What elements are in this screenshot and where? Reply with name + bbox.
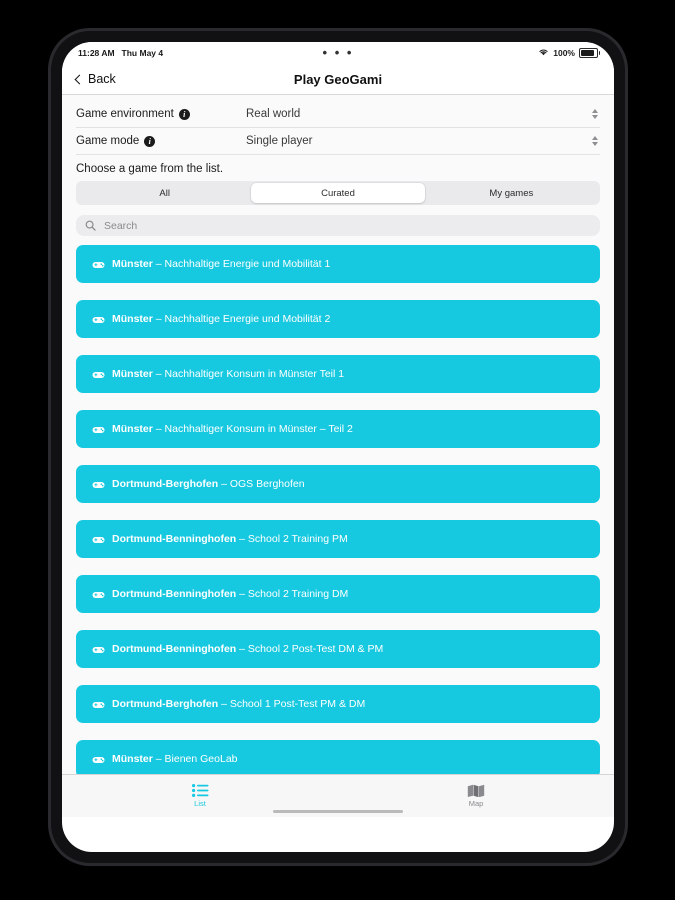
list-item-sep: – <box>218 698 230 710</box>
game-controller-icon <box>92 425 105 434</box>
tab-bar <box>62 774 614 817</box>
status-left <box>78 48 163 58</box>
list-item-sep: – <box>152 368 165 380</box>
list-item-sep: – <box>236 533 248 545</box>
map-icon <box>467 784 485 797</box>
list-item[interactable] <box>76 630 600 668</box>
list-item-name: Bienen GeoLab <box>164 753 238 765</box>
back-button-label: Back <box>88 72 116 86</box>
list-item-name: Nachhaltiger Konsum in Münster – Teil 2 <box>164 423 353 435</box>
chevron-updown-icon <box>592 109 598 119</box>
list-item-sep: – <box>152 313 165 325</box>
list-item[interactable] <box>76 520 600 558</box>
tab-list-label: List <box>194 799 206 808</box>
tablet-bezel <box>48 28 628 866</box>
game-controller-icon <box>92 480 105 489</box>
list-item[interactable] <box>76 355 600 393</box>
list-item-place: Münster <box>112 368 153 380</box>
game-controller-icon <box>92 370 105 379</box>
list-item[interactable] <box>76 740 600 778</box>
search-area <box>62 205 614 236</box>
list-item-place: Münster <box>112 313 153 325</box>
list-item-text <box>112 588 348 600</box>
list-item-place: Dortmund-Benninghofen <box>112 643 237 655</box>
list-item-name: School 1 Post-Test PM & DM <box>229 698 366 710</box>
game-environment-select[interactable] <box>246 108 600 120</box>
battery-percent-label: 100% <box>553 48 575 58</box>
back-button[interactable] <box>76 72 116 86</box>
list-item-text <box>112 643 383 655</box>
game-controller-icon <box>92 755 105 764</box>
list-item-name: Nachhaltiger Konsum in Münster Teil 1 <box>164 368 345 380</box>
game-controller-icon <box>92 315 105 324</box>
list-item[interactable] <box>76 245 600 283</box>
list-item-name: School 2 Post-Test DM & PM <box>247 643 384 655</box>
wifi-icon <box>538 48 549 58</box>
list-item-name: Nachhaltige Energie und Mobilität 1 <box>164 258 331 270</box>
status-dots: • • • <box>322 45 354 60</box>
list-item[interactable] <box>76 465 600 503</box>
battery-icon <box>579 48 598 58</box>
chevron-left-icon <box>75 74 85 84</box>
search-icon <box>85 220 96 231</box>
status-right <box>538 48 598 58</box>
list-item-place: Münster <box>112 423 153 435</box>
chevron-updown-icon <box>592 136 598 146</box>
game-controller-icon <box>92 590 105 599</box>
list-item-text <box>112 423 353 435</box>
page-title: Play GeoGami <box>293 71 383 87</box>
list-item-name: School 2 Training PM <box>247 533 348 545</box>
game-mode-value: Single player <box>246 135 313 147</box>
list-item-sep: – <box>236 588 248 600</box>
list-item-sep: – <box>152 423 165 435</box>
search-input[interactable] <box>102 219 591 233</box>
list-item-place: Münster <box>112 753 153 765</box>
tablet-screen <box>62 42 614 852</box>
list-item-text <box>112 258 330 270</box>
game-controller-icon <box>92 260 105 269</box>
segment-my-games[interactable]: My games <box>489 187 534 199</box>
game-environment-value: Real world <box>246 108 301 120</box>
list-item-place: Dortmund-Benninghofen <box>112 588 237 600</box>
list-item-sep: – <box>236 643 248 655</box>
form-row-game-mode <box>76 128 600 155</box>
home-indicator <box>273 810 403 813</box>
list-item-text <box>112 368 344 380</box>
list-icon <box>192 784 209 797</box>
list-item-text <box>112 313 330 325</box>
tab-map-label: Map <box>468 799 484 808</box>
list-item-place: Dortmund-Benninghofen <box>112 533 237 545</box>
game-environment-label-wrap <box>76 108 246 120</box>
status-bar <box>62 42 614 64</box>
list-item-sep: – <box>152 258 165 270</box>
list-item-text <box>112 478 305 490</box>
list-item-sep: – <box>152 753 165 765</box>
game-list[interactable] <box>62 245 614 817</box>
game-environment-label: Game environment <box>76 108 174 120</box>
form-row-game-environment <box>76 101 600 128</box>
list-item-place: Dortmund-Berghofen <box>112 478 219 490</box>
list-item-sep: – <box>218 478 230 490</box>
game-mode-select[interactable] <box>246 135 600 147</box>
list-item-text <box>112 533 348 545</box>
list-item[interactable] <box>76 410 600 448</box>
segment-curated[interactable]: Curated <box>251 183 424 203</box>
list-item-name: Nachhaltige Energie und Mobilität 2 <box>164 313 331 325</box>
list-item-name: OGS Berghofen <box>229 478 305 490</box>
status-time: 11:28 AM <box>78 48 115 58</box>
game-mode-label: Game mode <box>76 135 140 147</box>
navigation-bar <box>62 64 614 95</box>
search-box[interactable] <box>76 215 600 236</box>
game-mode-label-wrap <box>76 135 246 147</box>
main-content <box>62 95 614 817</box>
list-item[interactable] <box>76 300 600 338</box>
filter-segmented-control <box>76 181 600 205</box>
status-date: Thu May 4 <box>121 48 164 58</box>
list-item-place: Münster <box>112 258 153 270</box>
list-item-place: Dortmund-Berghofen <box>112 698 219 710</box>
instruction-text: Choose a game from the list. <box>76 163 224 175</box>
info-icon[interactable]: i <box>179 109 190 120</box>
list-item-text <box>112 753 238 765</box>
list-item[interactable] <box>76 575 600 613</box>
list-item[interactable] <box>76 685 600 723</box>
segment-all[interactable]: All <box>159 187 170 199</box>
list-item-text <box>112 698 365 710</box>
game-controller-icon <box>92 535 105 544</box>
game-controller-icon <box>92 645 105 654</box>
settings-form <box>62 95 614 155</box>
list-item-name: School 2 Training DM <box>247 588 349 600</box>
game-controller-icon <box>92 700 105 709</box>
info-icon[interactable]: i <box>144 136 155 147</box>
